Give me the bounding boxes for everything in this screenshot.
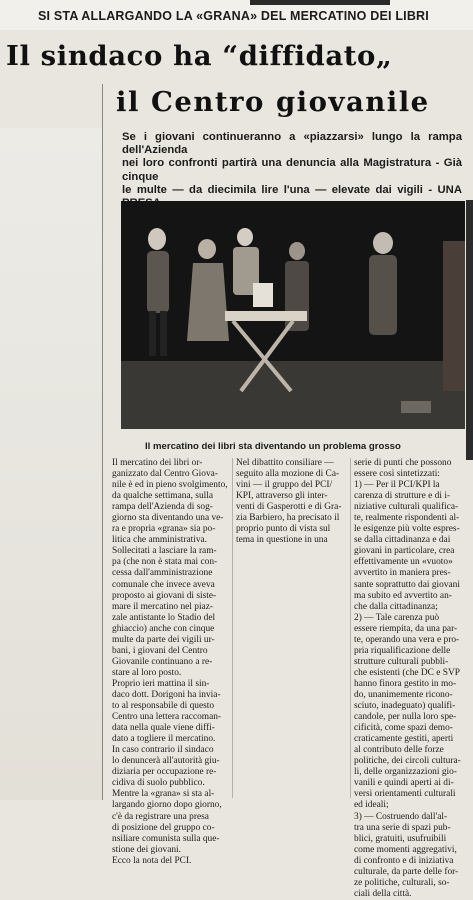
previous-article-strip: [250, 0, 390, 5]
column-line: 3) — Costruendo dall'al-: [354, 811, 448, 822]
column-line: blici, gratuiti, usufruibili: [354, 833, 447, 844]
column-line: cidiva di suolo pubblico.: [112, 778, 205, 789]
column-line: lo denuncerà all'autorità giu-: [112, 756, 220, 767]
adjacent-article-edge: [466, 200, 473, 460]
article-column-1: [112, 458, 230, 867]
column-line: culturale, da parte delle for-: [354, 866, 459, 877]
column-line: craticamente gestiti, aperti: [354, 734, 454, 745]
kicker: SI STA ALLARGANDO LA «GRANA» DEL MERCATINO DEI LIBRI: [38, 9, 429, 23]
column-line: daco dott. Dorigoni ha invia-: [112, 689, 221, 700]
column-line: multe da parte dei vigili ur-: [112, 634, 215, 645]
column-line: do, unanimemente ricono-: [354, 689, 453, 700]
column-line: Proprio ieri mattina il sin-: [112, 678, 210, 689]
column-line: Nel dibattito consiliare —: [236, 458, 334, 468]
column-line: cessa dall'amministrazione: [112, 568, 213, 579]
column-line: Centro una lettera raccoman-: [112, 712, 222, 723]
news-photo: [121, 201, 465, 429]
subhead-line: le multe — da diecimila lire l'una — elevate dai vigili - UNA: [122, 183, 462, 196]
column-line: ra e propria «grana» sia po-: [112, 524, 216, 535]
column-line: avvertito in maniera pres-: [354, 568, 451, 579]
column-line: te, realmente rispondenti al-: [354, 513, 460, 524]
column-line: le esigenze più volte espres-: [354, 524, 460, 535]
column-line: al contributo delle forze: [354, 745, 444, 756]
column-line: essere così sintetizzati:: [354, 469, 440, 480]
column-line: ze politiche, culturali, so-: [354, 877, 450, 888]
column-line: Mentre la «grana» si sta al-: [112, 789, 215, 800]
column-line: effettivamente un «vuoto»: [354, 557, 453, 568]
column-line: data nella quale viene diffi-: [112, 723, 215, 734]
column-line: giovani in particolare, crea: [354, 546, 455, 557]
column-line: pria riqualificazione delle: [354, 645, 451, 656]
column-line: niziative culturali qualifica-: [354, 502, 459, 513]
column-line: nsiliare comunista sulla que-: [112, 833, 220, 844]
column-line: ghiaccio) anche con cinque: [112, 623, 215, 634]
column-line: stione dei giovani.: [112, 844, 181, 855]
column-line: largando giorno dopo giorno,: [112, 800, 222, 811]
column-line: seguito alla mozione di Ca-: [236, 469, 340, 480]
kicker-bar: [0, 0, 473, 30]
column-line: bani, i giovani del Centro: [112, 645, 208, 656]
subhead-line: nei loro confronti partirà una denuncia alla Magistratura - Già cinque: [122, 157, 462, 183]
left-margin: [0, 128, 102, 800]
column-line: ciali della città.: [354, 888, 412, 899]
headline-line-1: Il sindaco ha “diffidato„: [6, 40, 393, 72]
column-line: se dalla cittadinanza e dai: [354, 535, 451, 546]
column-line: tema in questione in una: [236, 535, 328, 546]
photo-illustration: [121, 201, 465, 429]
column-line: proposto ai giovani di siste-: [112, 590, 217, 601]
column-line: che esistenti (che DC e SVP: [354, 667, 460, 678]
column-line: In caso contrario il sindaco: [112, 745, 214, 756]
column-line: sciuto, inadeguato) qualifi-: [354, 701, 456, 712]
column-line: sante soprattutto dai giovani: [354, 579, 460, 590]
column-line: che dalla cittadinanza;: [354, 601, 438, 612]
column-line: diziaria per occupazione re-: [112, 767, 217, 778]
column-line: carenza di strutture e di i-: [354, 491, 451, 502]
column-line: come momenti aggregativi,: [354, 844, 457, 855]
column-line: pa (che non è stata mai con-: [112, 557, 218, 568]
subhead-line: Se i giovani continueranno a «piazzarsi» lungo la rampa dell'Azienda: [122, 131, 462, 157]
column-line: cificità, come spazi demo-: [354, 723, 453, 734]
column-divider: [350, 458, 351, 798]
column-line: tra una serie di spazi pub-: [354, 822, 451, 833]
column-line: di confronto e di iniziativa: [354, 855, 454, 866]
column-line: zale antistante lo Stadio del: [112, 612, 216, 623]
column-line: to al responsabile di questo: [112, 701, 215, 712]
column-line: strutture culturali pubbli-: [354, 656, 449, 667]
article-column-3: [354, 458, 470, 900]
column-line: nile è ed in pieno svolgimento,: [112, 480, 228, 491]
column-line: giorno sta diventando una ve-: [112, 513, 224, 524]
column-line: te, operando una vera e pro-: [354, 634, 460, 645]
column-line: vini — il gruppo del PCI/: [236, 480, 333, 491]
column-line: Giovanile continuano a re-: [112, 656, 213, 667]
column-line: li, delle organizzazioni gio-: [354, 767, 457, 778]
column-line: comunale che invece aveva: [112, 579, 215, 590]
column-line: da qualche settimana, sulla: [112, 491, 214, 502]
column-line: 2) — Tale carenza può: [354, 612, 440, 623]
column-line: ed ideali;: [354, 800, 389, 811]
column-line: vanili e quindi aperti ai di-: [354, 778, 454, 789]
column-line: c'è da registrare una presa: [112, 811, 209, 822]
column-divider: [232, 458, 233, 798]
article-column-2: [236, 458, 348, 546]
column-line: hanno finora gestito in mo-: [354, 678, 457, 689]
headline-line-2: il Centro giovanile: [116, 86, 430, 118]
column-line: ganizzato dal Centro Giova-: [112, 469, 218, 480]
column-line: proprio punto di vista sul: [236, 524, 331, 535]
column-line: litica che amministrativa.: [112, 535, 208, 546]
column-line: Ecco la nota del PCI.: [112, 855, 192, 866]
column-line: politiche, dei circoli cultura-: [354, 756, 461, 767]
column-line: Il mercatino dei libri or-: [112, 458, 203, 468]
column-line: Sollecitati a lasciare la ram-: [112, 546, 217, 557]
column-line: candole, per nulla loro spe-: [354, 712, 457, 723]
column-line: dato a togliere il mercatino.: [112, 734, 216, 745]
column-line: di posizione del gruppo co-: [112, 822, 215, 833]
column-line: mare il mercatino nel piaz-: [112, 601, 213, 612]
column-line: ma subito ed avvertito an-: [354, 590, 452, 601]
column-line: zia Barbiero, ha precisato il: [236, 513, 340, 524]
column-line: stare al loro posto.: [112, 667, 182, 678]
column-line: essere riempita, da una par-: [354, 623, 458, 634]
column-line: rampa dell'Azienda di sog-: [112, 502, 213, 513]
column-line: serie di punti che possono: [354, 458, 452, 468]
column-line: KPI, attraverso gli inter-: [236, 491, 328, 502]
column-line: versi orientamenti culturali: [354, 789, 456, 800]
column-line: 1) — Per il PCI/KPI la: [354, 480, 440, 491]
photo-caption: Il mercatino dei libri sta diventando un problema grosso: [145, 441, 401, 452]
column-rule: [102, 84, 103, 800]
column-line: venti di Gasperotti e di Gra-: [236, 502, 342, 513]
